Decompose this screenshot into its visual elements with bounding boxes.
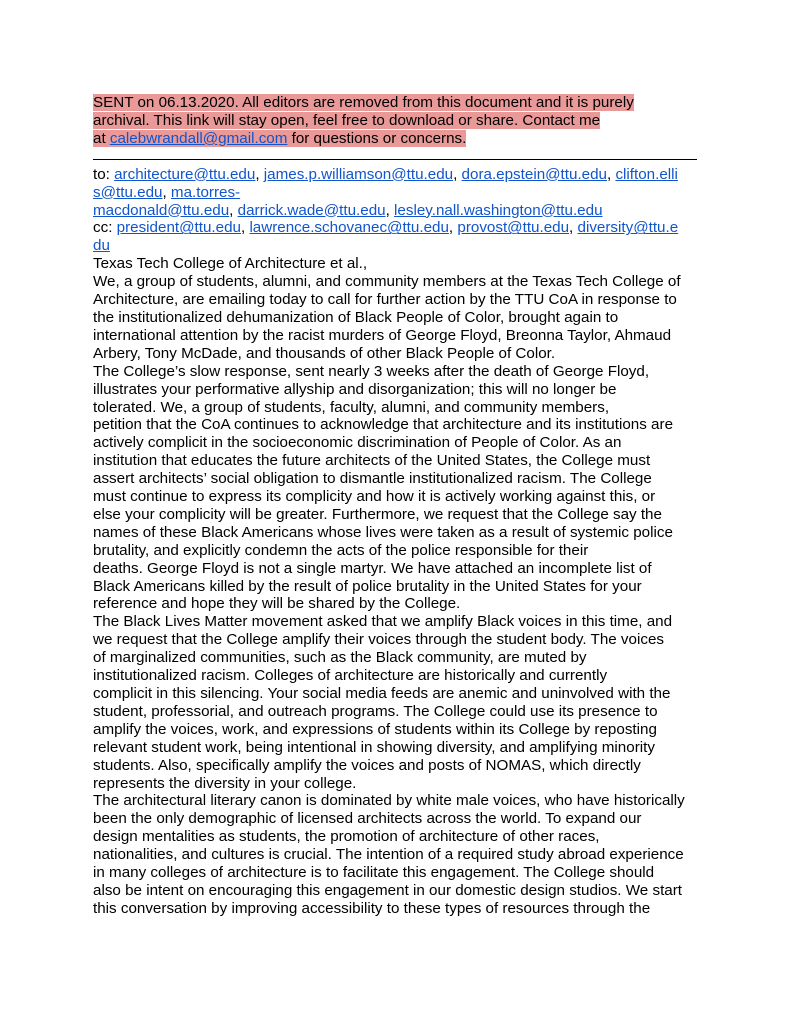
separator: , bbox=[569, 219, 578, 237]
paragraph-line: reference and hope they will be shared by the College. bbox=[93, 595, 461, 613]
paragraph-line: international attention by the racist murders of George Floyd, Breonna Taylor, Ahmaud bbox=[93, 326, 672, 344]
paragraph-line: actively complicit in the socioeconomic discrimination of People of Color. As an bbox=[93, 434, 622, 452]
paragraph-line: nationalities, and cultures is crucial. The intention of a required study abroad experience bbox=[93, 846, 684, 864]
recipient-email-link[interactable]: darrick.wade@ttu.edu bbox=[237, 201, 386, 219]
paragraph-line: assert architects’ social obligation to dismantle institutionalized racism. The College bbox=[93, 470, 652, 488]
paragraph-line: petition that the CoA continues to acknowledge that architecture and its institutions are bbox=[93, 416, 674, 434]
paragraph-line: Black Americans killed by the result of police brutality in the United States for your bbox=[93, 577, 642, 595]
cc-email-link[interactable]: president@ttu.edu bbox=[116, 219, 241, 237]
paragraph-line: names of these Black Americans whose lives were taken as a result of systemic police bbox=[93, 523, 673, 541]
recipient-email-link[interactable]: dora.epstein@ttu.edu bbox=[461, 165, 607, 183]
separator: , bbox=[229, 201, 238, 219]
paragraph-line: The Black Lives Matter movement asked that we amplify Black voices in this time, and bbox=[93, 613, 673, 631]
archive-notice bbox=[93, 94, 703, 148]
salutation: Texas Tech College of Architecture et al., bbox=[93, 255, 368, 273]
to-label: to: bbox=[93, 165, 115, 183]
address-line bbox=[93, 237, 703, 255]
body-paragraph bbox=[93, 363, 703, 614]
body-paragraph bbox=[93, 273, 703, 363]
paragraph-line: The architectural literary canon is dominated by white male voices, who have historically bbox=[93, 792, 685, 810]
paragraph-line: students. Also, specifically amplify the voices and posts of NOMAS, which directly bbox=[93, 756, 641, 774]
separator: , bbox=[448, 219, 458, 237]
address-line bbox=[93, 166, 703, 184]
cc-recipients bbox=[93, 219, 703, 255]
recipient-email-link[interactable]: ma.torres- bbox=[170, 183, 241, 201]
paragraph-line: must continue to express its complicity and how it is actively working against this, or bbox=[93, 488, 656, 506]
notice-line-text: SENT on 06.13.2020. All editors are removed from this document and it is purely bbox=[93, 94, 634, 111]
recipient-email-link[interactable]: clifton.elli bbox=[615, 165, 678, 183]
paragraph-line: Arbery, Tony McDade, and thousands of other Black People of Color. bbox=[93, 344, 556, 362]
separator: , bbox=[385, 201, 395, 219]
paragraph-line: Architecture, are emailing today to call for further action by the TTU CoA in response to bbox=[93, 291, 677, 309]
address-line bbox=[93, 202, 703, 220]
recipient-email-link[interactable]: macdonald@ttu.edu bbox=[93, 201, 230, 219]
paragraph-line: else your complicity will be greater. Furthermore, we request that the College say the bbox=[93, 505, 662, 523]
to-recipients bbox=[93, 166, 703, 220]
paragraph-line: tolerated. We, a group of students, faculty, alumni, and community members, bbox=[93, 398, 610, 416]
body-paragraph bbox=[93, 613, 703, 792]
recipient-email-link[interactable]: lesley.nall.washington@ttu.edu bbox=[394, 201, 603, 219]
body-paragraph bbox=[93, 792, 703, 917]
address-line bbox=[93, 219, 703, 237]
paragraph-line: in many colleges of architecture is to facilitate this engagement. The College should bbox=[93, 864, 655, 882]
recipient-email-link[interactable]: james.p.williamson@ttu.edu bbox=[263, 165, 454, 183]
separator: , bbox=[240, 219, 250, 237]
paragraph-line: the institutionalized dehumanization of Black People of Color, brought again to bbox=[93, 308, 619, 326]
contact-email-link[interactable]: calebwrandall@gmail.com bbox=[109, 129, 288, 147]
notice-line-text: archival. This link will stay open, feel free to download or share. Contact me bbox=[93, 111, 601, 129]
paragraph-line: amplify the voices, work, and expressions of students within its College by reposting bbox=[93, 720, 657, 738]
cc-label: cc: bbox=[93, 219, 117, 237]
paragraph-line: design mentalities as students, the promotion of architecture of other races, bbox=[93, 828, 600, 846]
paragraph-line: deaths. George Floyd is not a single martyr. We have attached an incomplete list of bbox=[93, 559, 652, 577]
paragraph-line: been the only demographic of licensed architects across the world. To expand our bbox=[93, 810, 642, 828]
cc-email-link[interactable]: provost@ttu.edu bbox=[457, 219, 570, 237]
paragraph-line: represents the diversity in your college. bbox=[93, 774, 357, 792]
paragraph-line: we request that the College amplify their voices through the student body. The voices bbox=[93, 631, 664, 649]
separator: , bbox=[255, 165, 264, 183]
paragraph-line: relevant student work, being intentional in showing diversity, and amplifying minority bbox=[93, 738, 655, 756]
horizontal-rule bbox=[93, 159, 697, 160]
address-line bbox=[93, 184, 703, 202]
paragraph-line: also be intent on encouraging this engagement in our domestic design studios. We start bbox=[93, 881, 683, 899]
paragraph-line: complicit in this silencing. Your social media feeds are anemic and uninvolved with the bbox=[93, 685, 671, 702]
paragraph-line: of marginalized communities, such as the Black community, are muted by bbox=[93, 649, 587, 667]
paragraph-line: student, professorial, and outreach programs. The College could use its presence to bbox=[93, 702, 658, 720]
separator: , bbox=[453, 165, 462, 183]
recipient-email-link[interactable]: architecture@ttu.edu bbox=[114, 165, 256, 183]
paragraph-line: illustrates your performative allyship and disorganization; this will no longer be bbox=[93, 380, 617, 398]
paragraph-line: this conversation by improving accessibility to these types of resources through the bbox=[93, 899, 651, 917]
separator: , bbox=[607, 165, 616, 183]
paragraph-line: brutality, and explicitly condemn the acts of the police responsible for their bbox=[93, 541, 589, 559]
notice-line bbox=[93, 130, 703, 148]
notice-line bbox=[93, 112, 703, 130]
separator: , bbox=[162, 183, 171, 201]
cc-email-link[interactable]: diversity@ttu.e bbox=[577, 219, 679, 237]
cc-email-link[interactable]: lawrence.schovanec@ttu.edu bbox=[249, 219, 449, 237]
document-page bbox=[93, 94, 703, 918]
notice-line-text: for questions or concerns. bbox=[287, 129, 467, 147]
paragraph-line: The College’s slow response, sent nearly 3 weeks after the death of George Floyd, bbox=[93, 362, 650, 380]
cc-email-link[interactable]: du bbox=[93, 237, 110, 255]
notice-line-text: at bbox=[93, 129, 110, 147]
paragraph-line: institutionalized racism. Colleges of architecture are historically and currently bbox=[93, 667, 608, 685]
recipient-email-link[interactable]: s@ttu.edu bbox=[93, 183, 163, 201]
paragraph-line: We, a group of students, alumni, and community members at the Texas Tech College of bbox=[93, 273, 681, 291]
paragraph-line: institution that educates the future architects of the United States, the College must bbox=[93, 452, 651, 470]
notice-line bbox=[93, 94, 703, 112]
